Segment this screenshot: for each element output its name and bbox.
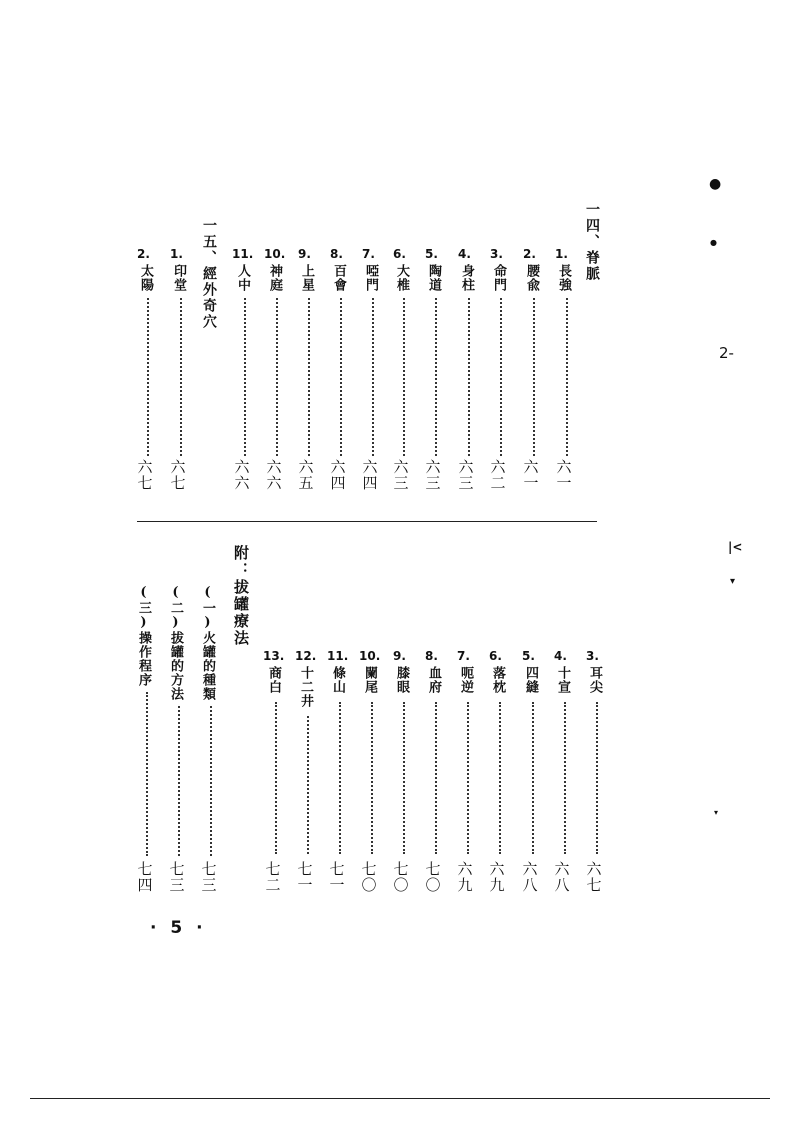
entry-page: 六三 bbox=[393, 458, 409, 492]
entry-name: 上星 bbox=[299, 264, 314, 292]
leader-dots bbox=[468, 298, 470, 456]
appendix-heading: 附：拔罐療法 bbox=[232, 545, 250, 647]
entry-name: 四縫 bbox=[523, 666, 538, 694]
section-heading-14: 一四、脊脈 bbox=[584, 202, 600, 282]
entry-number: 9. bbox=[298, 247, 311, 261]
entry-name: 人中 bbox=[235, 264, 250, 292]
entry-number: 6. bbox=[393, 247, 406, 261]
entry-number: 10. bbox=[359, 649, 381, 663]
leader-dots bbox=[276, 298, 278, 456]
entry-page: 六三 bbox=[425, 458, 441, 492]
leader-dots bbox=[371, 702, 373, 854]
entry-number: 2. bbox=[137, 247, 150, 261]
scan-border-line bbox=[30, 1098, 770, 1099]
leader-dots bbox=[435, 298, 437, 456]
entry-page: 七〇 bbox=[393, 860, 409, 894]
entry-number: 11. bbox=[232, 247, 254, 261]
margin-mark: |< bbox=[728, 540, 743, 554]
leader-dots bbox=[403, 702, 405, 854]
margin-mark: ▾ bbox=[714, 808, 719, 817]
leader-dots bbox=[532, 702, 534, 854]
entry-number: 4. bbox=[458, 247, 471, 261]
margin-mark: ● bbox=[709, 176, 722, 192]
entry-page: 六二 bbox=[490, 458, 506, 492]
leader-dots bbox=[564, 702, 566, 854]
entry-number: 5. bbox=[425, 247, 438, 261]
section-divider bbox=[137, 521, 597, 522]
entry-number: 3. bbox=[586, 649, 599, 663]
entry-page: 六六 bbox=[234, 458, 250, 492]
leader-dots bbox=[435, 702, 437, 854]
entry-number: 1. bbox=[170, 247, 183, 261]
leader-dots bbox=[596, 702, 598, 854]
entry-page: 六九 bbox=[489, 860, 505, 894]
entry-number: 3. bbox=[490, 247, 503, 261]
entry-name: 身柱 bbox=[459, 264, 474, 292]
entry-page: 六九 bbox=[457, 860, 473, 894]
leader-dots bbox=[210, 706, 212, 856]
section-heading-15: 一五、經外奇穴 bbox=[201, 218, 217, 330]
appendix-item-page: 七四 bbox=[137, 860, 153, 894]
leader-dots bbox=[372, 298, 374, 456]
leader-dots bbox=[533, 298, 535, 456]
entry-name: 耳尖 bbox=[587, 666, 602, 694]
entry-page: 七二 bbox=[265, 860, 281, 894]
entry-number: 4. bbox=[554, 649, 567, 663]
entry-page: 六七 bbox=[586, 860, 602, 894]
entry-name: 條山 bbox=[330, 666, 345, 694]
entry-name: 陶道 bbox=[426, 264, 441, 292]
entry-name: 百會 bbox=[331, 264, 346, 292]
entry-number: 12. bbox=[295, 649, 317, 663]
leader-dots bbox=[178, 706, 180, 856]
entry-page: 六七 bbox=[137, 458, 153, 492]
entry-number: 8. bbox=[425, 649, 438, 663]
appendix-item-name: (二)拔罐的方法 bbox=[168, 585, 183, 701]
entry-name: 大椎 bbox=[394, 264, 409, 292]
leader-dots bbox=[244, 298, 246, 456]
leader-dots bbox=[147, 298, 149, 456]
appendix-item-name: (三)操作程序 bbox=[136, 585, 151, 687]
entry-name: 膝眼 bbox=[394, 666, 409, 694]
entry-page: 六八 bbox=[522, 860, 538, 894]
page-number: · 5 · bbox=[150, 918, 207, 938]
leader-dots bbox=[275, 702, 277, 854]
entry-page: 六七 bbox=[170, 458, 186, 492]
entry-page: 七一 bbox=[297, 860, 313, 894]
entry-name: 闌尾 bbox=[362, 666, 377, 694]
entry-number: 6. bbox=[489, 649, 502, 663]
entry-name: 十二井 bbox=[298, 666, 313, 708]
entry-page: 七〇 bbox=[425, 860, 441, 894]
entry-number: 10. bbox=[264, 247, 286, 261]
entry-page: 六六 bbox=[266, 458, 282, 492]
entry-name: 印堂 bbox=[171, 264, 186, 292]
entry-name: 腰兪 bbox=[524, 264, 539, 292]
margin-mark: ▾ bbox=[730, 576, 736, 587]
margin-mark: ● bbox=[710, 238, 717, 247]
appendix-item-name: (一)火罐的種類 bbox=[200, 585, 215, 701]
leader-dots bbox=[180, 298, 182, 456]
entry-page: 七〇 bbox=[361, 860, 377, 894]
entry-name: 太陽 bbox=[138, 264, 153, 292]
entry-number: 2. bbox=[523, 247, 536, 261]
entry-number: 7. bbox=[362, 247, 375, 261]
leader-dots bbox=[403, 298, 405, 456]
entry-number: 13. bbox=[263, 649, 285, 663]
entry-name: 商白 bbox=[266, 666, 281, 694]
appendix-item-page: 七三 bbox=[169, 860, 185, 894]
leader-dots bbox=[308, 298, 310, 456]
leader-dots bbox=[339, 702, 341, 854]
entry-name: 神庭 bbox=[267, 264, 282, 292]
entry-name: 呃逆 bbox=[458, 666, 473, 694]
entry-number: 9. bbox=[393, 649, 406, 663]
entry-number: 8. bbox=[330, 247, 343, 261]
entry-number: 1. bbox=[555, 247, 568, 261]
entry-page: 六一 bbox=[523, 458, 539, 492]
entry-page: 六八 bbox=[554, 860, 570, 894]
entry-name: 啞門 bbox=[363, 264, 378, 292]
entry-page: 六一 bbox=[556, 458, 572, 492]
entry-number: 11. bbox=[327, 649, 349, 663]
leader-dots bbox=[500, 298, 502, 456]
entry-name: 長強 bbox=[556, 264, 571, 292]
leader-dots bbox=[566, 298, 568, 456]
entry-name: 血府 bbox=[426, 666, 441, 694]
entry-name: 落枕 bbox=[490, 666, 505, 694]
appendix-item-page: 七三 bbox=[201, 860, 217, 894]
entry-page: 七一 bbox=[329, 860, 345, 894]
leader-dots bbox=[340, 298, 342, 456]
margin-mark: 2- bbox=[719, 344, 734, 362]
entry-name: 命門 bbox=[491, 264, 506, 292]
entry-page: 六四 bbox=[362, 458, 378, 492]
entry-page: 六三 bbox=[458, 458, 474, 492]
leader-dots bbox=[467, 702, 469, 854]
entry-number: 7. bbox=[457, 649, 470, 663]
leader-dots bbox=[499, 702, 501, 854]
entry-name: 十宣 bbox=[555, 666, 570, 694]
entry-page: 六五 bbox=[298, 458, 314, 492]
leader-dots bbox=[146, 692, 148, 856]
entry-number: 5. bbox=[522, 649, 535, 663]
entry-page: 六四 bbox=[330, 458, 346, 492]
leader-dots bbox=[307, 716, 309, 854]
